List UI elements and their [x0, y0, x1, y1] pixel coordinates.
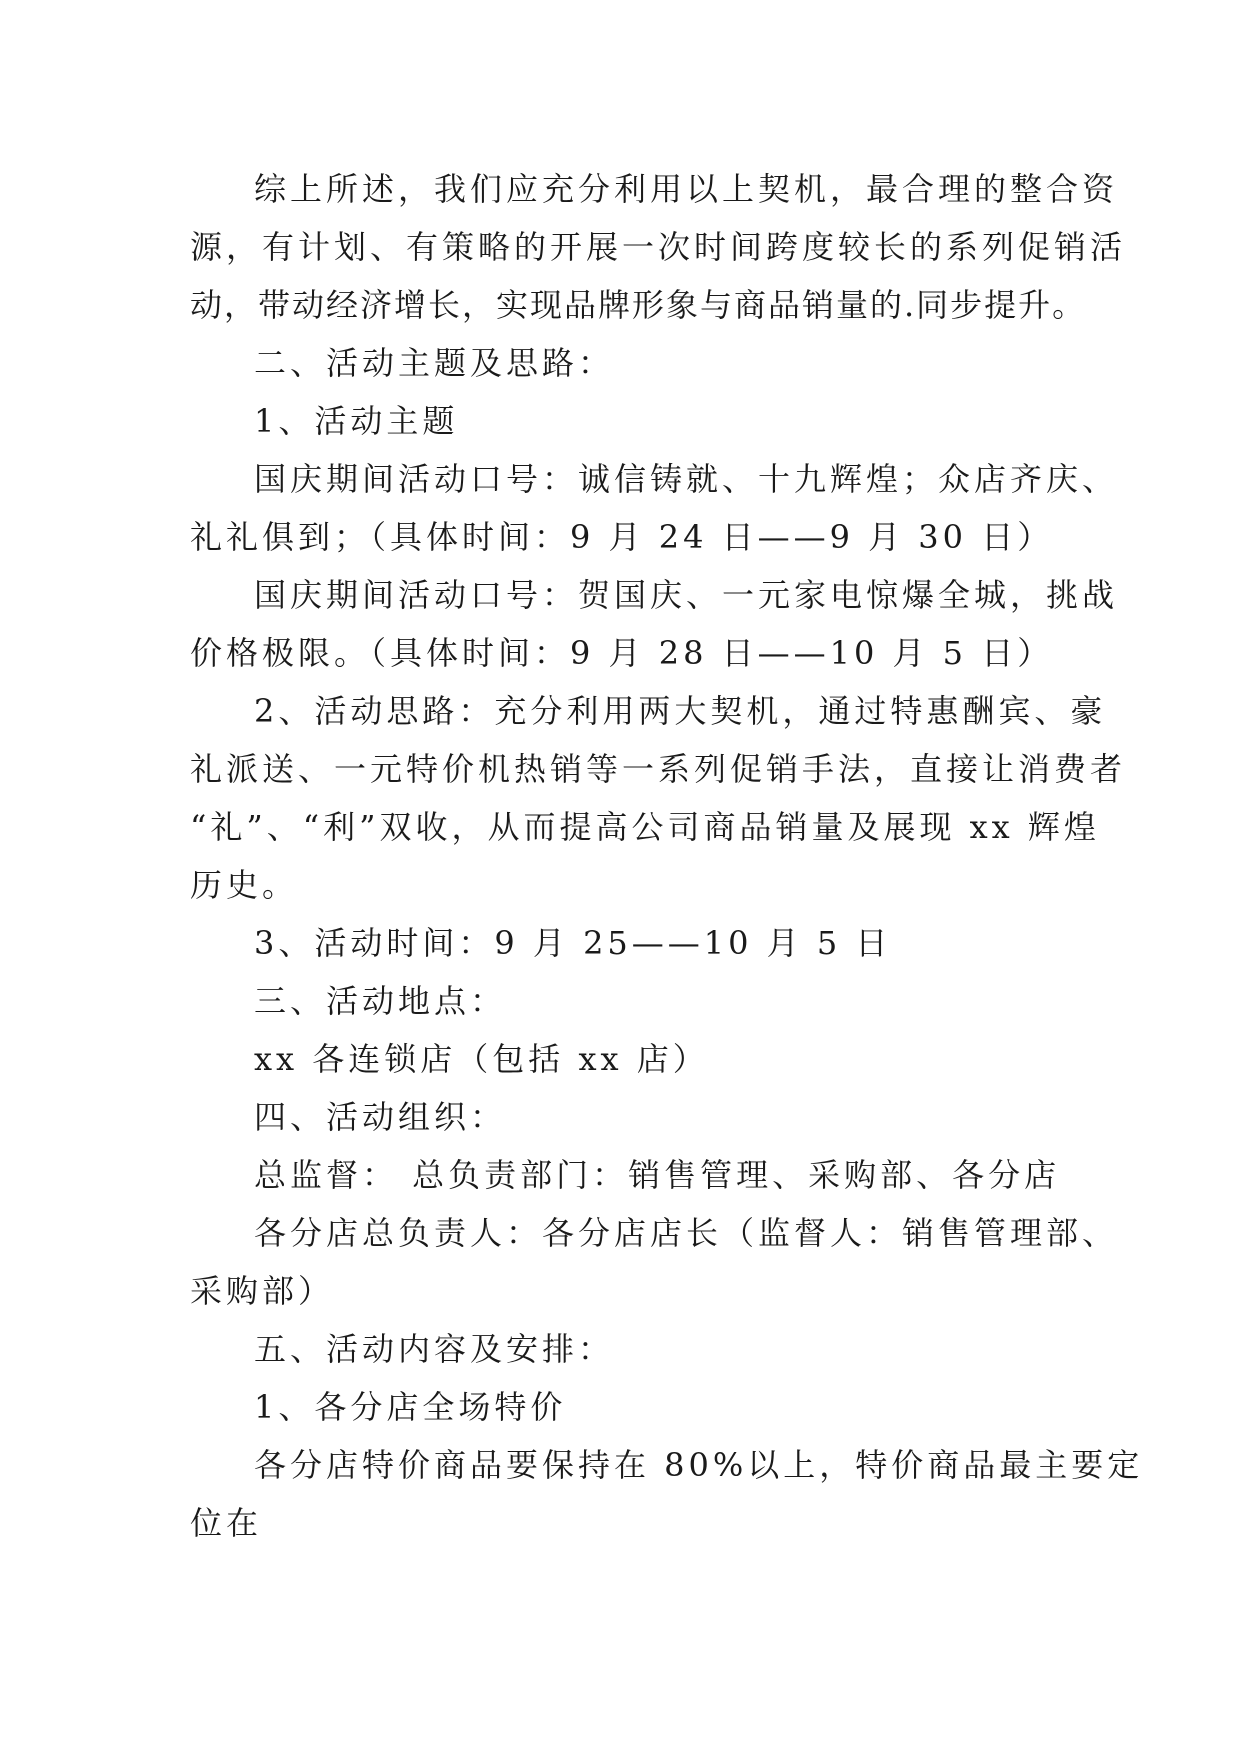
paragraph-line: 国庆期间活动口号：贺国庆、一元家电惊爆全城，挑战	[254, 576, 1119, 614]
paragraph-line: “礼”、“利”双收，从而提高公司商品销量及展现 xx 辉煌	[190, 808, 1100, 846]
paragraph-line: 礼礼俱到；（具体时间：9 月 24 日——9 月 30 日）	[190, 518, 1054, 556]
paragraph-line: 各分店总负责人：各分店店长（监督人：销售管理部、	[254, 1214, 1119, 1252]
paragraph-line: 总监督： 总负责部门：销售管理、采购部、各分店	[254, 1156, 1061, 1194]
document-body	[190, 160, 1144, 1552]
subsection-heading: 1、各分店全场特价	[254, 1388, 567, 1426]
paragraph-line: 动，带动经济增长，实现品牌形象与商品销量的.同步提升。	[190, 286, 1087, 324]
paragraph-line: 国庆期间活动口号：诚信铸就、十九辉煌；众店齐庆、	[254, 460, 1119, 498]
subsection-heading: 3、活动时间：9 月 25——10 月 5 日	[254, 924, 892, 962]
section-heading: 三、活动地点：	[254, 982, 507, 1020]
paragraph-line: 礼派送、一元特价机热销等一系列促销手法，直接让消费者	[190, 750, 1127, 788]
paragraph-line: 价格极限。（具体时间：9 月 28 日——10 月 5 日）	[190, 634, 1054, 672]
paragraph-line: 位在	[190, 1504, 263, 1542]
section-heading: 四、活动组织：	[254, 1098, 507, 1136]
subsection-heading: 1、活动主题	[254, 402, 459, 440]
paragraph-line: 历史。	[190, 866, 299, 904]
paragraph-line: 2、活动思路：充分利用两大契机，通过特惠酬宾、豪	[254, 692, 1107, 730]
section-heading: 五、活动内容及安排：	[254, 1330, 615, 1368]
paragraph-line: 源，有计划、有策略的开展一次时间跨度较长的系列促销活	[190, 228, 1127, 266]
paragraph-line: 采购部）	[190, 1272, 335, 1310]
paragraph-line: 综上所述，我们应充分利用以上契机，最合理的整合资	[254, 170, 1119, 208]
paragraph-line: 各分店特价商品要保持在 80%以上，特价商品最主要定	[254, 1446, 1144, 1484]
paragraph-line: xx 各连锁店（包括 xx 店）	[254, 1040, 709, 1078]
section-heading: 二、活动主题及思路：	[254, 344, 615, 382]
